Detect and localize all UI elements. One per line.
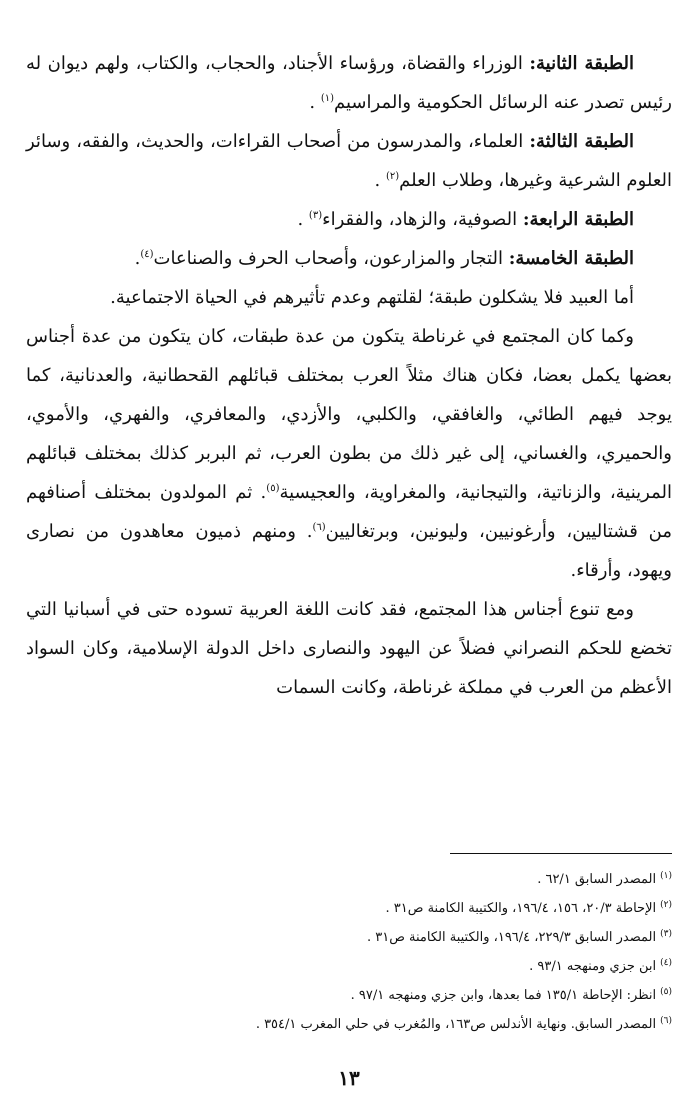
paragraph-text: الوزراء والقضاة، ورؤساء الأجناد، والحجاب، والكتاب، ولهم ديوان له رئيس تصدر عنه الرسائل الحكومية والمراسيم — [26, 53, 672, 113]
footnote-number: (٥) — [660, 986, 672, 997]
footnote-item — [26, 952, 672, 981]
footnote-ref[interactable]: (١) — [320, 93, 335, 104]
footnote-number: (١) — [660, 870, 672, 881]
footnote-item — [26, 981, 672, 1010]
paragraph-language — [26, 590, 672, 707]
paragraph-text: وكما كان المجتمع في غرناطة يتكون من عدة طبقات، كان يتكون من عدة أجناس بعضها يكمل بعضا، فكان هناك مثلاً العرب بمختلف قبائلهم القحطانية، والعدنانية، كما يوجد فيهم الطائي، والغافقي، والكلبي، والأزدي، والمعافري، والفهري، والأموي، والحميري، والغساني، إلى غير ذلك من بطون العرب، ثم البربر كذلك بمختلف قبائلهم المرينية، والزناتية، والتيجانية، والمغراوية، والعجيسية — [26, 326, 672, 503]
footnote-item — [26, 865, 672, 894]
paragraph-class-five — [26, 239, 672, 278]
paragraph-end: . — [309, 92, 321, 113]
footnote-item — [26, 894, 672, 923]
paragraph-text: الصوفية، والزهاد، والفقراء — [322, 209, 523, 230]
footnote-ref[interactable]: (٢) — [385, 171, 400, 182]
footnotes — [26, 865, 672, 1039]
footnote-ref[interactable]: (٦) — [312, 522, 326, 533]
paragraph-end: . — [134, 248, 141, 269]
paragraph-text: التجار والمزارعون، وأصحاب الحرف والصناعات — [153, 248, 509, 269]
paragraph-text-cont: . ثم المولدون بمختلف أصنافهم من قشتاليين، وأرغونيين، وليونين، وبرتغاليين — [26, 482, 673, 542]
footnote-ref[interactable]: (٣) — [308, 210, 323, 221]
class-label: الطبقة الخامسة: — [508, 248, 634, 269]
footnote-ref[interactable]: (٤) — [140, 249, 154, 260]
footnote-item — [26, 923, 672, 952]
paragraph-class-two — [26, 44, 672, 122]
footnote-item — [26, 1010, 672, 1039]
page-number: ١٣ — [338, 1066, 360, 1090]
paragraph-class-three — [26, 122, 672, 200]
footnote-number: (٦) — [660, 1015, 672, 1026]
paragraph-text: أما العبيد فلا يشكلون طبقة؛ لقلتهم وعدم تأثيرهم في الحياة الاجتماعية. — [110, 287, 634, 308]
footnote-text: ابن جزي ومنهجه ٩٣/١ . — [529, 959, 657, 974]
class-label: الطبقة الثالثة: — [529, 131, 634, 152]
footnote-text: المصدر السابق. ونهاية الأندلس ص١٦٣، والمُغرب في حلي المغرب ٣٥٤/١ . — [255, 1017, 657, 1032]
footnote-text: المصدر السابق ٢٢٩/٣، ١٩٦/٤، والكتيبة الكامنة ص٣١ . — [366, 930, 657, 945]
footnote-text: انظر: الإحاطة ١٣٥/١ فما بعدها، وابن جزي ومنهجه ٩٧/١ . — [350, 988, 657, 1003]
paragraph-end: . — [297, 209, 309, 230]
paragraph-races — [26, 317, 672, 590]
paragraph-slaves — [26, 278, 672, 317]
paragraph-class-four — [26, 200, 672, 239]
footnote-text: المصدر السابق ٦٢/١ . — [537, 872, 657, 887]
footnote-ref[interactable]: (٥) — [266, 483, 280, 494]
footnote-text: الإحاطة ٢٠/٣، ١٥٦، ١٩٦/٤، والكتيبة الكامنة ص٣١ . — [385, 901, 657, 916]
paragraph-text: ومع تنوع أجناس هذا المجتمع، فقد كانت اللغة العربية تسوده حتى في أسبانيا التي تخضع للحكم النصراني فضلاً عن اليهود والنصارى داخل الدولة الإسلامية، وكان السواد الأعظم من العرب في مملكة غرناطة، وكانت السمات — [26, 599, 672, 698]
paragraph-text: العلماء، والمدرسون من أصحاب القراءات، والحديث، والفقه، وسائر العلوم الشرعية وغيرها، وطلاب العلم — [26, 131, 672, 191]
footnote-number: (٤) — [660, 957, 672, 968]
footnote-number: (٣) — [660, 928, 672, 939]
paragraph-end: . — [374, 170, 386, 191]
main-text — [26, 44, 672, 707]
footnote-divider — [450, 853, 672, 854]
paragraph-text-cont: . ومنهم ذميون معاهدون من نصارى ويهود، وأرقاء. — [26, 521, 672, 581]
class-label: الطبقة الرابعة: — [522, 209, 634, 230]
class-label: الطبقة الثانية: — [529, 53, 634, 74]
footnote-number: (٢) — [660, 899, 672, 910]
